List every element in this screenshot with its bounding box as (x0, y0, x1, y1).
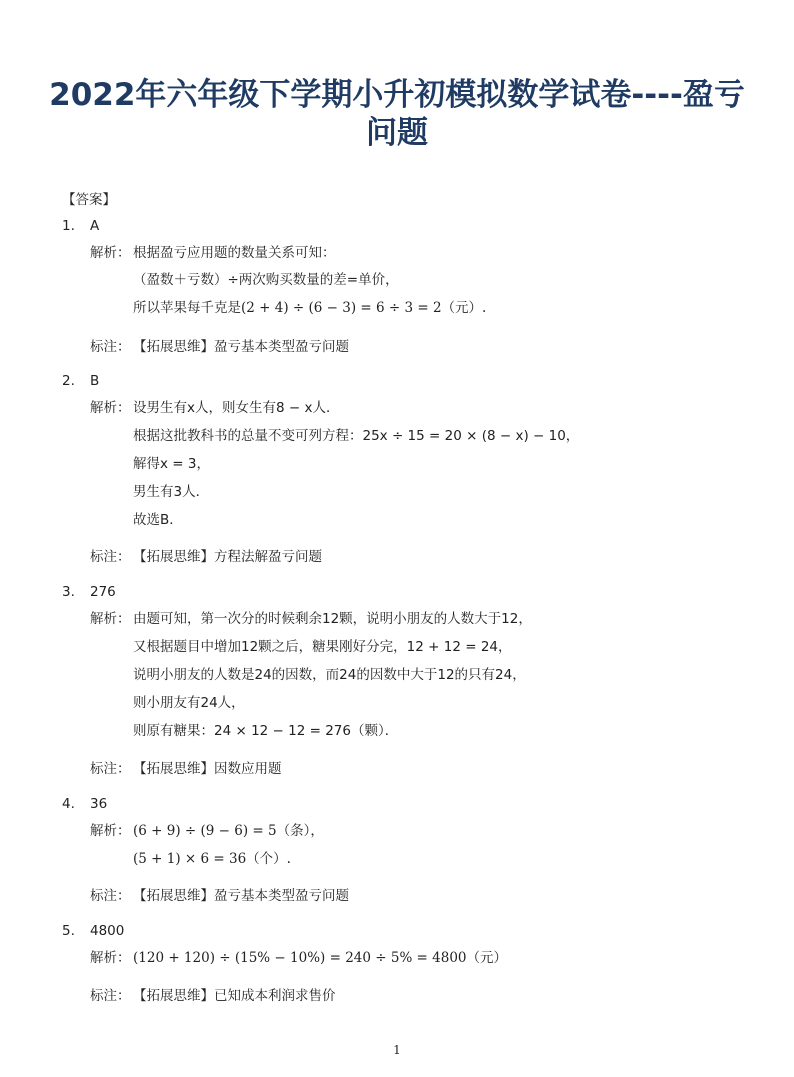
item-answer: 36 (90, 796, 108, 812)
analysis-line: 解得x = 3， (133, 456, 210, 472)
analysis-line: （盈数＋亏数）÷两次购买数量的差=单价， (133, 272, 399, 288)
page-number: 1 (393, 1043, 401, 1057)
analysis-line: 则小朋友有24人， (133, 695, 245, 711)
tag-text: 【拓展思维】盈亏基本类型盈亏问题 (133, 339, 349, 355)
tag-label: 标注： (90, 888, 131, 904)
analysis-label: 解析： (90, 823, 131, 839)
item-number: 2. (62, 373, 75, 389)
analysis-line: 说明小朋友的人数是24的因数，而24的因数中大于12的只有24， (133, 667, 526, 683)
analysis-line: 根据盈亏应用题的数量关系可知： (133, 245, 336, 261)
analysis-line: 根据这批教科书的总量不变可列方程：25x ÷ 15 = 20 × (8 − x) − 10， (133, 428, 580, 444)
analysis-label: 解析： (90, 611, 131, 627)
document-title-line-1: 2022年六年级下学期小升初模拟数学试卷----盈亏 (49, 77, 745, 113)
item-answer: A (90, 218, 100, 234)
answer-section-label: 【答案】 (62, 192, 116, 208)
analysis-line: (5 + 1) × 6 = 36（个）. (133, 851, 291, 867)
tag-label: 标注： (90, 339, 131, 355)
analysis-line: 所以苹果每千克是(2 + 4) ÷ (6 − 3) = 6 ÷ 3 = 2（元）. (133, 300, 487, 316)
analysis-line: 设男生有x人，则女生有8 − x人． (133, 400, 340, 416)
tag-label: 标注： (90, 761, 131, 777)
item-answer: 276 (90, 584, 116, 600)
item-number: 4. (62, 796, 75, 812)
document-title-line-2: 问题 (366, 115, 428, 151)
item-number: 5. (62, 923, 75, 939)
analysis-label: 解析： (90, 245, 131, 261)
item-answer: 4800 (90, 923, 125, 939)
analysis-line: 由题可知，第一次分的时候剩余12颗，说明小朋友的人数大于12， (133, 611, 532, 627)
tag-text: 【拓展思维】方程法解盈亏问题 (133, 549, 322, 565)
analysis-label: 解析： (90, 400, 131, 416)
analysis-line: (6 + 9) ÷ (9 − 6) = 5（条）， (133, 823, 324, 839)
analysis-line: 则原有糖果：24 × 12 − 12 = 276（颗）． (133, 723, 399, 739)
analysis-label: 解析： (90, 950, 131, 966)
analysis-line: (120 + 120) ÷ (15% − 10%) = 240 ÷ 5% = 4800（元） (133, 950, 508, 966)
analysis-line: 男生有3人． (133, 484, 210, 500)
tag-label: 标注： (90, 549, 131, 565)
analysis-line: 故选B． (133, 512, 183, 528)
item-number: 1. (62, 218, 75, 234)
tag-label: 标注： (90, 988, 131, 1004)
analysis-line: 又根据题目中增加12颗之后，糖果刚好分完，12 + 12 = 24， (133, 639, 512, 655)
tag-text: 【拓展思维】盈亏基本类型盈亏问题 (133, 888, 349, 904)
tag-text: 【拓展思维】因数应用题 (133, 761, 282, 777)
tag-text: 【拓展思维】已知成本利润求售价 (133, 988, 336, 1004)
item-number: 3. (62, 584, 75, 600)
item-answer: B (90, 373, 100, 389)
